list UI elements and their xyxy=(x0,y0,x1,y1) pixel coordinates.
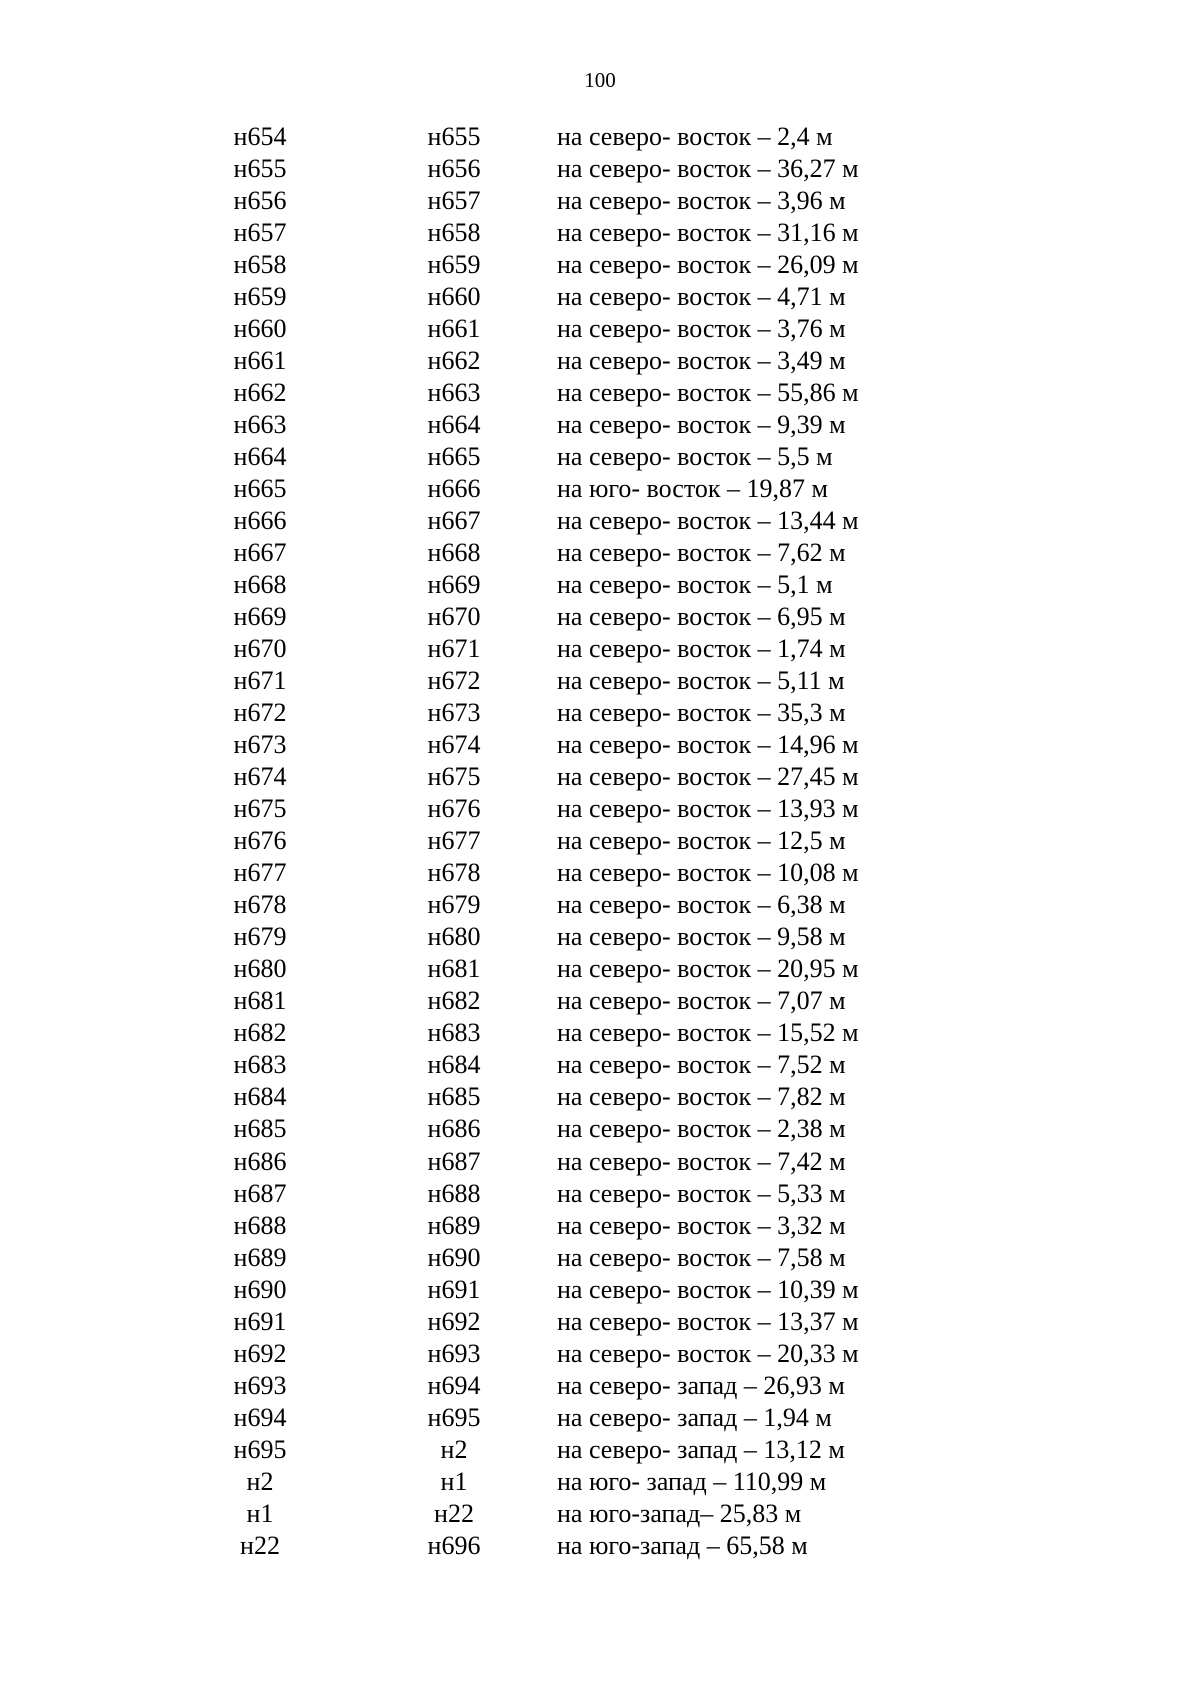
table-row xyxy=(0,569,1200,601)
table-row xyxy=(0,985,1200,1017)
table-row xyxy=(0,601,1200,633)
table-row xyxy=(0,537,1200,569)
from-point: н678 xyxy=(233,890,287,920)
to-point: н680 xyxy=(427,922,481,952)
direction-distance: на северо- восток – 3,96 м xyxy=(557,186,846,216)
to-point: н696 xyxy=(427,1530,481,1560)
table-row xyxy=(0,185,1200,217)
page-number: 100 xyxy=(584,68,616,92)
direction-distance: на юго- восток – 19,87 м xyxy=(557,474,828,504)
boundary-table xyxy=(0,121,1200,1562)
from-point: н676 xyxy=(233,826,287,856)
to-point: н661 xyxy=(427,314,481,344)
from-point: н689 xyxy=(233,1242,287,1272)
from-point: н672 xyxy=(233,698,287,728)
direction-distance: на северо- восток – 9,39 м xyxy=(557,410,846,440)
table-row xyxy=(0,1434,1200,1466)
to-point: н669 xyxy=(427,570,481,600)
table-row xyxy=(0,441,1200,473)
table-row xyxy=(0,1306,1200,1338)
to-point: н671 xyxy=(427,634,481,664)
direction-distance: на северо- восток – 10,39 м xyxy=(557,1274,859,1304)
to-point: н695 xyxy=(427,1402,481,1432)
direction-distance: на северо- восток – 20,95 м xyxy=(557,954,859,984)
table-row xyxy=(0,1402,1200,1434)
from-point: н664 xyxy=(233,442,287,472)
to-point: н687 xyxy=(427,1146,481,1176)
from-point: н693 xyxy=(233,1370,287,1400)
table-row xyxy=(0,729,1200,761)
direction-distance: на северо- восток – 7,07 м xyxy=(557,986,846,1016)
table-row xyxy=(0,1274,1200,1306)
direction-distance: на северо- восток – 4,71 м xyxy=(557,282,846,312)
to-point: н692 xyxy=(427,1306,481,1336)
direction-distance: на северо- восток – 26,09 м xyxy=(557,250,859,280)
direction-distance: на северо- запад – 13,12 м xyxy=(557,1434,845,1464)
direction-distance: на юго-запад – 65,58 м xyxy=(557,1530,808,1560)
table-row xyxy=(0,921,1200,953)
from-point: н682 xyxy=(233,1018,287,1048)
direction-distance: на северо- восток – 5,33 м xyxy=(557,1178,846,1208)
table-row xyxy=(0,1370,1200,1402)
from-point: н1 xyxy=(246,1498,274,1528)
to-point: н672 xyxy=(427,666,481,696)
from-point: н677 xyxy=(233,858,287,888)
from-point: н663 xyxy=(233,410,287,440)
to-point: н683 xyxy=(427,1018,481,1048)
from-point: н654 xyxy=(233,122,287,151)
table-row xyxy=(0,1146,1200,1178)
table-row xyxy=(0,153,1200,185)
table-row xyxy=(0,1242,1200,1274)
to-point: н676 xyxy=(427,794,481,824)
table-row xyxy=(0,857,1200,889)
direction-distance: на северо- восток – 13,93 м xyxy=(557,794,859,824)
to-point: н657 xyxy=(427,186,481,216)
to-point: н668 xyxy=(427,538,481,568)
from-point: н686 xyxy=(233,1146,287,1176)
to-point: н679 xyxy=(427,890,481,920)
table-row xyxy=(0,249,1200,281)
direction-distance: на северо- восток – 5,5 м xyxy=(557,442,833,472)
from-point: н695 xyxy=(233,1434,287,1464)
direction-distance: на северо- восток – 7,52 м xyxy=(557,1050,846,1080)
to-point: н691 xyxy=(427,1274,481,1304)
table-row xyxy=(0,1049,1200,1081)
table-row xyxy=(0,345,1200,377)
from-point: н694 xyxy=(233,1402,287,1432)
table-row xyxy=(0,377,1200,409)
from-point: н670 xyxy=(233,634,287,664)
direction-distance: на северо- восток – 14,96 м xyxy=(557,730,859,760)
from-point: н679 xyxy=(233,922,287,952)
direction-distance: на северо- запад – 1,94 м xyxy=(557,1402,832,1432)
table-row xyxy=(0,697,1200,729)
from-point: н680 xyxy=(233,954,287,984)
table-row xyxy=(0,217,1200,249)
table-row xyxy=(0,793,1200,825)
to-point: н686 xyxy=(427,1114,481,1144)
direction-distance: на северо- восток – 10,08 м xyxy=(557,858,859,888)
to-point: н658 xyxy=(427,218,481,248)
table-row xyxy=(0,1081,1200,1113)
to-point: н682 xyxy=(427,986,481,1016)
direction-distance: на северо- восток – 5,1 м xyxy=(557,570,833,600)
direction-distance: на северо- восток – 20,33 м xyxy=(557,1338,859,1368)
direction-distance: на северо- восток – 3,76 м xyxy=(557,314,846,344)
table-row xyxy=(0,409,1200,441)
to-point: н670 xyxy=(427,602,481,632)
from-point: н671 xyxy=(233,666,287,696)
to-point: н677 xyxy=(427,826,481,856)
to-point: н673 xyxy=(427,698,481,728)
to-point: н662 xyxy=(427,346,481,376)
direction-distance: на северо- восток – 13,44 м xyxy=(557,506,859,536)
from-point: н656 xyxy=(233,186,287,216)
from-point: н665 xyxy=(233,474,287,504)
to-point: н678 xyxy=(427,858,481,888)
table-row xyxy=(0,889,1200,921)
direction-distance: на северо- восток – 3,32 м xyxy=(557,1210,846,1240)
to-point: н694 xyxy=(427,1370,481,1400)
direction-distance: на северо- восток – 9,58 м xyxy=(557,922,846,952)
direction-distance: на юго- запад – 110,99 м xyxy=(557,1466,827,1496)
table-row xyxy=(0,665,1200,697)
direction-distance: на северо- восток – 6,38 м xyxy=(557,890,846,920)
to-point: н674 xyxy=(427,730,481,760)
from-point: н657 xyxy=(233,218,287,248)
table-row xyxy=(0,825,1200,857)
table-row xyxy=(0,1017,1200,1049)
to-point: н688 xyxy=(427,1178,481,1208)
direction-distance: на северо- запад – 26,93 м xyxy=(557,1370,845,1400)
to-point: н675 xyxy=(427,762,481,792)
direction-distance: на северо- восток – 12,5 м xyxy=(557,826,846,856)
from-point: н681 xyxy=(233,986,287,1016)
from-point: н666 xyxy=(233,506,287,536)
direction-distance: на северо- восток – 7,62 м xyxy=(557,538,846,568)
table-row xyxy=(0,1338,1200,1370)
from-point: н660 xyxy=(233,314,287,344)
from-point: н688 xyxy=(233,1210,287,1240)
from-point: н659 xyxy=(233,282,287,312)
direction-distance: на северо- восток – 7,42 м xyxy=(557,1146,846,1176)
to-point: н684 xyxy=(427,1050,481,1080)
to-point: н667 xyxy=(427,506,481,536)
direction-distance: на северо- восток – 5,11 м xyxy=(557,666,845,696)
to-point: н689 xyxy=(427,1210,481,1240)
from-point: н2 xyxy=(246,1466,274,1496)
to-point: н690 xyxy=(427,1242,481,1272)
direction-distance: на северо- восток – 6,95 м xyxy=(557,602,846,632)
table-row xyxy=(0,1530,1200,1562)
direction-distance: на северо- восток – 31,16 м xyxy=(557,218,859,248)
direction-distance: на северо- восток – 7,82 м xyxy=(557,1082,846,1112)
from-point: н691 xyxy=(233,1306,287,1336)
to-point: н659 xyxy=(427,250,481,280)
to-point: н681 xyxy=(427,954,481,984)
direction-distance: на северо- восток – 2,4 м xyxy=(557,122,833,151)
from-point: н675 xyxy=(233,794,287,824)
table-row xyxy=(0,953,1200,985)
from-point: н662 xyxy=(233,378,287,408)
from-point: н658 xyxy=(233,250,287,280)
direction-distance: на северо- восток – 55,86 м xyxy=(557,378,859,408)
from-point: н684 xyxy=(233,1082,287,1112)
to-point: н693 xyxy=(427,1338,481,1368)
table-row xyxy=(0,1113,1200,1145)
from-point: н683 xyxy=(233,1050,287,1080)
table-row xyxy=(0,121,1200,153)
to-point: н660 xyxy=(427,282,481,312)
direction-distance: на северо- восток – 15,52 м xyxy=(557,1018,859,1048)
direction-distance: на северо- восток – 35,3 м xyxy=(557,698,846,728)
direction-distance: на северо- восток – 36,27 м xyxy=(557,154,859,184)
to-point: н22 xyxy=(434,1498,474,1528)
table-row xyxy=(0,1178,1200,1210)
table-row xyxy=(0,313,1200,345)
table-row xyxy=(0,505,1200,537)
to-point: н2 xyxy=(440,1434,468,1464)
from-point: н673 xyxy=(233,730,287,760)
to-point: н1 xyxy=(440,1466,468,1496)
direction-distance: на северо- восток – 3,49 м xyxy=(557,346,846,376)
to-point: н664 xyxy=(427,410,481,440)
to-point: н666 xyxy=(427,474,481,504)
from-point: н687 xyxy=(233,1178,287,1208)
direction-distance: на северо- восток – 2,38 м xyxy=(557,1114,846,1144)
table-row xyxy=(0,1210,1200,1242)
from-point: н674 xyxy=(233,762,287,792)
table-row xyxy=(0,761,1200,793)
from-point: н661 xyxy=(233,346,287,376)
direction-distance: на северо- восток – 7,58 м xyxy=(557,1242,846,1272)
table-row xyxy=(0,1466,1200,1498)
from-point: н685 xyxy=(233,1114,287,1144)
table-row xyxy=(0,1498,1200,1530)
table-row xyxy=(0,633,1200,665)
to-point: н655 xyxy=(427,122,481,151)
to-point: н685 xyxy=(427,1082,481,1112)
direction-distance: на юго-запад– 25,83 м xyxy=(557,1498,802,1528)
from-point: н22 xyxy=(240,1530,280,1560)
to-point: н656 xyxy=(427,154,481,184)
direction-distance: на северо- восток – 1,74 м xyxy=(557,634,846,664)
from-point: н692 xyxy=(233,1338,287,1368)
from-point: н668 xyxy=(233,570,287,600)
direction-distance: на северо- восток – 13,37 м xyxy=(557,1306,859,1336)
table-row xyxy=(0,281,1200,313)
table-row xyxy=(0,473,1200,505)
from-point: н655 xyxy=(233,154,287,184)
to-point: н663 xyxy=(427,378,481,408)
from-point: н667 xyxy=(233,538,287,568)
to-point: н665 xyxy=(427,442,481,472)
direction-distance: на северо- восток – 27,45 м xyxy=(557,762,859,792)
from-point: н690 xyxy=(233,1274,287,1304)
from-point: н669 xyxy=(233,602,287,632)
